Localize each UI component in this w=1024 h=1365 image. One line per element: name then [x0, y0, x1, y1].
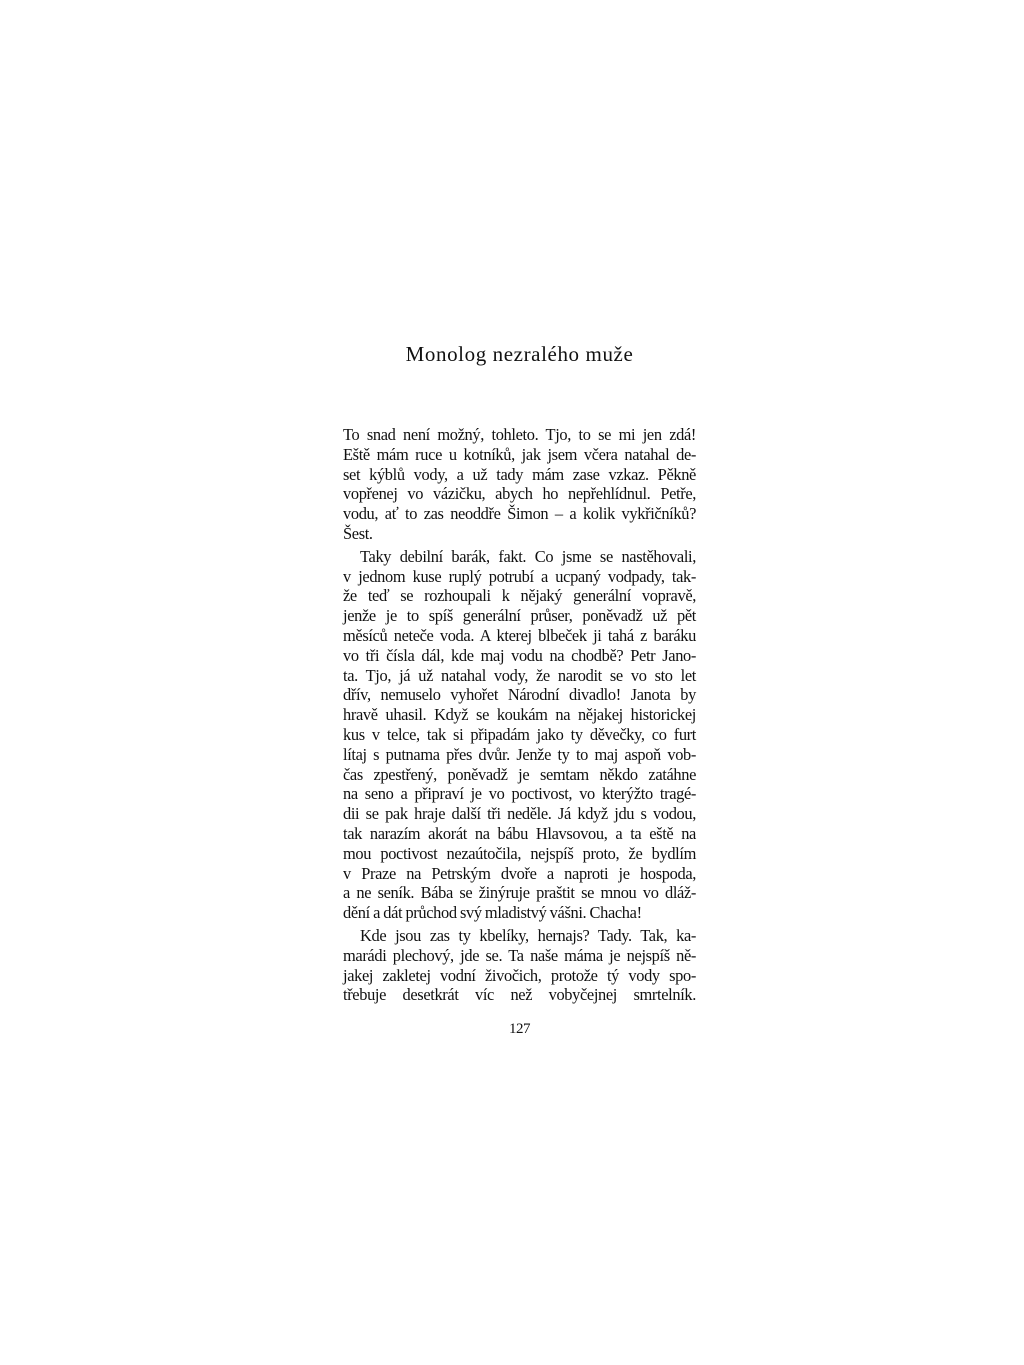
text-line: na seno a připraví je vo poctivost, vo kterýžto tragé-: [343, 784, 696, 804]
text-line: set kýblů vody, a už tady mám zase vzkaz. Pěkně: [343, 464, 696, 484]
text-line: dění a dát průchod svý mladistvý vášni. Chacha!: [343, 903, 642, 923]
text-line: že teď se rozhoupali k nějaký generální vopravě,: [343, 586, 696, 606]
text-line: v jednom kuse ruplý potrubí a ucpaný vodpady, tak-: [343, 566, 696, 586]
text-line: v Praze na Petrským dvoře a naproti je hospoda,: [343, 863, 696, 883]
text-line: Kde jsou zas ty kbelíky, hernajs? Tady. Tak, ka-: [360, 925, 696, 945]
text-line: vodu, ať to zas neoddře Šimon – a kolik vykřičníků?: [343, 504, 696, 524]
text-line: lítaj s putnama přes dvůr. Jenže ty to maj aspoň vob-: [343, 744, 696, 764]
text-line: To snad není možný, tohleto. Tjo, to se mi jen zdá!: [343, 425, 696, 444]
text-line: Eště mám ruce u kotníků, jak jsem včera natahal de-: [343, 444, 696, 464]
page-number: 127: [509, 1021, 530, 1037]
text-line: Šest.: [343, 523, 373, 543]
text-line: mou poctivost nezaútočila, nejspíš proto, že bydlím: [343, 843, 696, 863]
text-line: dii se pak hraje další tři neděle. Já když jdu s vodou,: [343, 804, 696, 824]
text-line: marádi plechový, jde se. Ta naše máma je nejspíš ně-: [343, 945, 696, 965]
text-line: čas zpestřený, poněvadž je semtam někdo zatáhne: [343, 764, 696, 784]
text-line: vopřenej vo vázičku, abych ho nepřehlídnul. Petře,: [343, 484, 696, 504]
text-line: Taky debilní barák, fakt. Co jsme se nastěhovali,: [360, 546, 696, 566]
text-line: jenže je to spíš generální průser, poněvadž už pět: [343, 606, 696, 626]
text-line: hravě uhasil. Když se koukám na nějakej historickej: [343, 705, 696, 725]
text-line: měsíců neteče voda. A kterej blbeček ji tahá z baráku: [343, 625, 696, 645]
chapter-title: Monolog nezralého muže: [405, 342, 634, 366]
text-line: kus v telce, tak si připadám jako ty děvečky, co furt: [343, 724, 696, 744]
text-line: vo tři čísla dál, kde maj vodu na chodbě? Petr Jano-: [343, 645, 696, 665]
text-line: dřív, nemuselo vyhořet Národní divadlo! Janota by: [343, 685, 696, 705]
text-line: třebuje desetkrát víc než vobyčejnej smrtelník.: [343, 985, 696, 1005]
text-line: ta. Tjo, já už natahal vody, že narodit se vo sto let: [343, 665, 696, 685]
text-line: jakej zakletej vodní živočich, protože tý vody spo-: [343, 965, 696, 985]
text-line: tak narazím akorát na bábu Hlavsovou, a ta eště na: [343, 823, 696, 843]
text-line: a ne seník. Bába se žinýruje praštit se mnou vo dláž-: [343, 883, 696, 903]
body-text: [343, 425, 696, 1005]
